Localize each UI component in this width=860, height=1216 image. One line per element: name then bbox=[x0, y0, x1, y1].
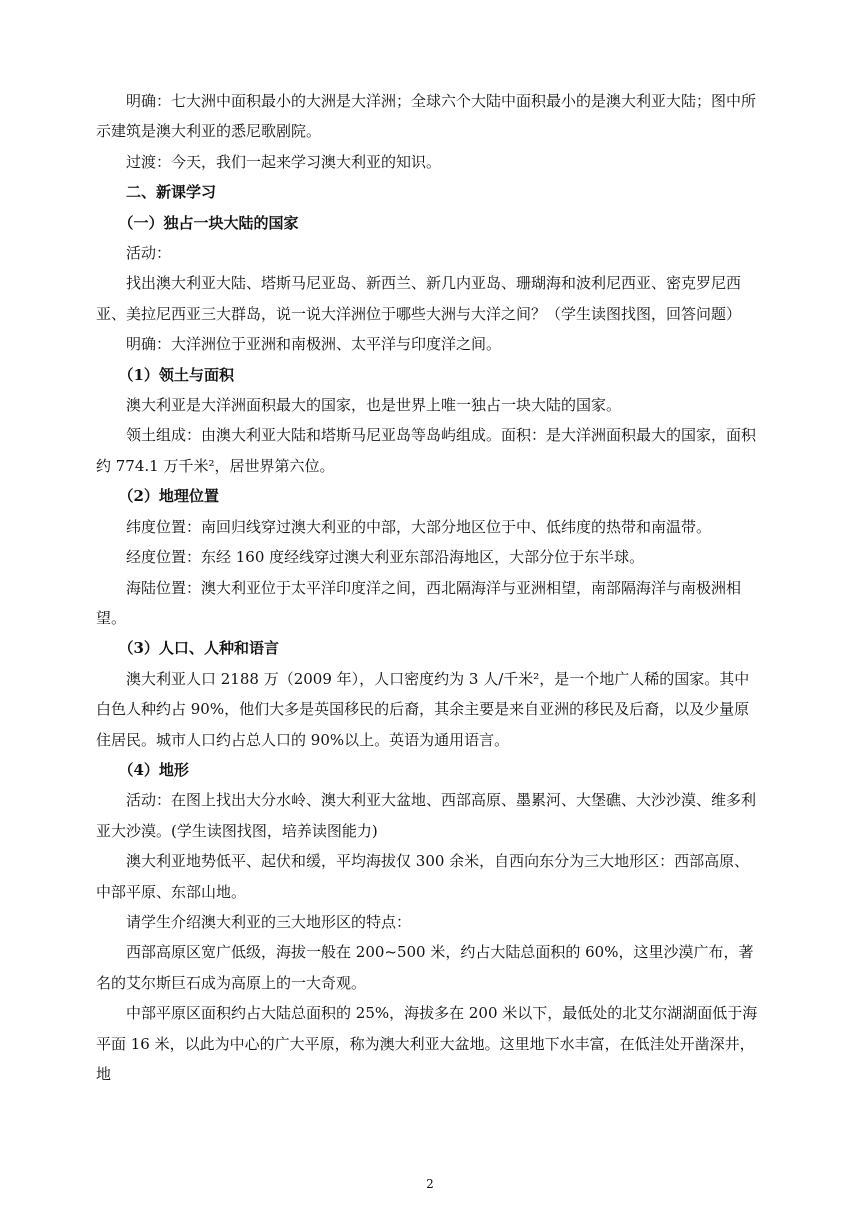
paragraph: 明确：大洋洲位于亚洲和南极洲、太平洋与印度洋之间。 bbox=[126, 335, 502, 354]
subsection-heading: （4）地形 bbox=[118, 760, 189, 779]
paragraph: 过渡：今天，我们一起来学习澳大利亚的知识。 bbox=[126, 152, 442, 171]
subsection-heading: （3）人口、人种和语言 bbox=[118, 639, 279, 658]
paragraph: 请学生介绍澳大利亚的三大地形区的特点： bbox=[126, 912, 412, 931]
page-number: 2 bbox=[426, 1177, 434, 1191]
subsection-heading: （2）地理位置 bbox=[118, 487, 219, 506]
paragraph: 经度位置：东经 160 度经线穿过澳大利亚东部沿海地区，大部分位于东半球。 bbox=[126, 548, 645, 567]
subsection-heading: （1）领土与面积 bbox=[118, 365, 234, 384]
paragraph: 找出澳大利亚大陆、塔斯马尼亚岛、新西兰、新几内亚岛、珊瑚海和波利尼西亚、密克罗尼西亚、美拉尼西亚三大群岛，说一说大洋洲位于哪些大洲与大洋之间？（学生读图找图，回答问题） bbox=[96, 274, 742, 323]
paragraph: 明确：七大洲中面积最小的大洲是大洋洲；全球六个大陆中面积最小的是澳大利亚大陆；图中所示建筑是澳大利亚的悉尼歌剧院。 bbox=[96, 92, 757, 141]
document-body bbox=[96, 86, 764, 1089]
paragraph: 澳大利亚是大洋洲面积最大的国家，也是世界上唯一独占一块大陆的国家。 bbox=[126, 396, 622, 415]
paragraph: 中部平原区面积约占大陆总面积的 25%，海拔多在 200 米以下，最低处的北艾尔湖湖面低于海平面 16 米，以此为中心的广大平原，称为澳大利亚大盆地。这里地下水丰富，在低洼处开凿深井，地 bbox=[96, 1004, 758, 1083]
paragraph: 领土组成：由澳大利亚大陆和塔斯马尼亚岛等岛屿组成。面积：是大洋洲面积最大的国家，面积约 774.1 万千米²，居世界第六位。 bbox=[96, 426, 757, 475]
paragraph: 澳大利亚人口 2188 万（2009 年），人口密度约为 3 人/千米²，是一个地广人稀的国家。其中白色人种约占 90%，他们大多是英国移民的后裔，其余主要是来自亚洲的移民及后裔，以及少量原住居民。城市人口约占总人口的 90%以上。英语为通用语言。 bbox=[96, 669, 750, 749]
paragraph: 海陆位置：澳大利亚位于太平洋印度洋之间，西北隔海洋与亚洲相望，南部隔海洋与南极洲相望。 bbox=[96, 578, 742, 627]
paragraph: 活动：在图上找出大分水岭、澳大利亚大盆地、西部高原、墨累河、大堡礁、大沙沙漠、维多利亚大沙漠。(学生读图找图，培养读图能力) bbox=[96, 791, 757, 840]
paragraph: 西部高原区宽广低级，海拔一般在 200~500 米，约占大陆总面积的 60%，这里沙漠广布，著名的艾尔斯巨石成为高原上的一大奇观。 bbox=[96, 943, 754, 992]
paragraph: 活动： bbox=[126, 244, 172, 263]
section-heading: 二、新课学习 bbox=[126, 183, 217, 202]
paragraph: 澳大利亚地势低平、起伏和缓，平均海拔仅 300 余米，自西向东分为三大地形区：西部高原、中部平原、东部山地。 bbox=[96, 852, 750, 901]
paragraph: 纬度位置：南回归线穿过澳大利亚的中部，大部分地区位于中、低纬度的热带和南温带。 bbox=[126, 517, 712, 536]
subsection-heading: （一）独占一块大陆的国家 bbox=[118, 213, 299, 232]
